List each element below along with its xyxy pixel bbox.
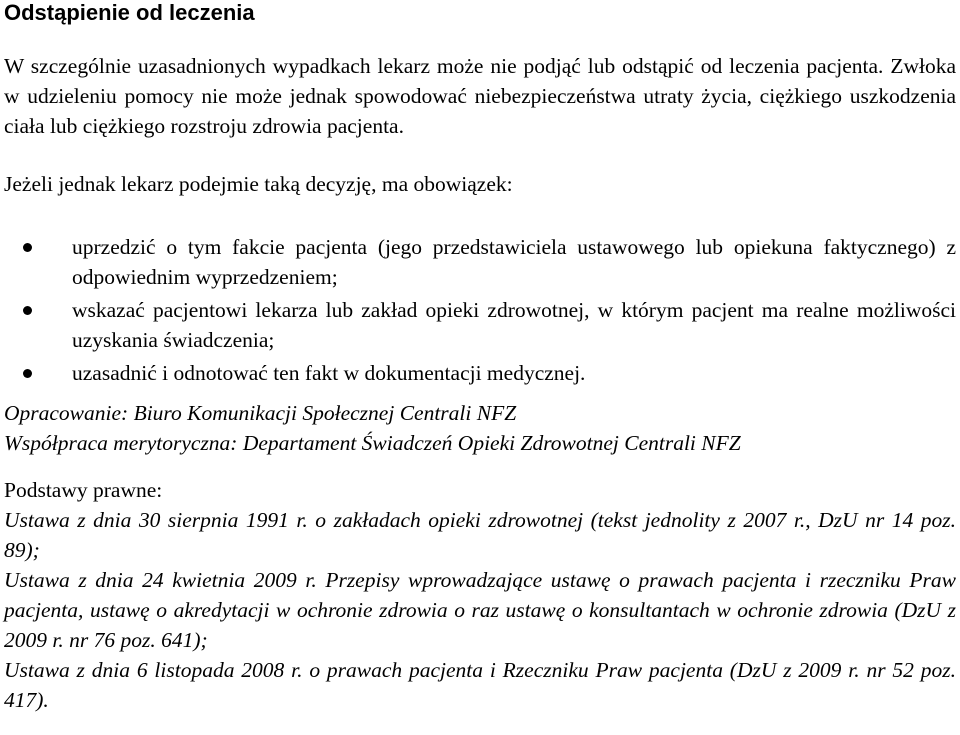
bullet-dot-icon [23, 369, 32, 378]
list-item-text: wskazać pacjentowi lekarza lub zakład opieki zdrowotnej, w którym pacjent ma realne możliwości uzyskania świadczenia; [72, 298, 956, 352]
list-item [4, 232, 956, 292]
bullet-dot-icon [23, 243, 32, 252]
obligation-lead-paragraph: Jeżeli jednak lekarz podejmie taką decyzję, ma obowiązek: [4, 172, 513, 196]
credits-section [4, 398, 956, 458]
bullet-dot-icon [23, 306, 32, 315]
intro-paragraph: W szczególnie uzasadnionych wypadkach lekarz może nie podjąć lub odstąpić od leczenia pacjenta. Zwłoka w udzieleniu pomocy nie może jednak spowodować niebezpieczeństwa utraty życia, ciężkiego uszkodzenia ciała lub ciężkiego rozstroju zdrowia pacjenta. [4, 54, 956, 138]
list-item [4, 295, 956, 355]
legal-act: Ustawa z dnia 6 listopada 2008 r. o prawach pacjenta i Rzeczniku Praw pacjenta (DzU z 2009 r. nr 52 poz. 417). [4, 658, 956, 712]
document-title: Odstąpienie od leczenia [4, 0, 255, 25]
list-item-text: uzasadnić i odnotować ten fakt w dokumentacji medycznej. [72, 361, 586, 385]
prepared-by-line: Opracowanie: Biuro Komunikacji Społecznej Centrali NFZ [4, 401, 517, 425]
list-item-text: uprzedzić o tym fakcie pacjenta (jego przedstawiciela ustawowego lub opiekuna faktycznego) z odpowiednim wyprzedzeniem; [72, 235, 956, 289]
list-item [4, 358, 956, 388]
legal-act: Ustawa z dnia 24 kwietnia 2009 r. Przepisy wprowadzające ustawę o prawach pacjenta i rzeczniku Praw pacjenta, ustawę o akredytacji w ochronie zdrowia o raz ustawę o konsultantach w ochronie zdrowia (DzU z 2009 r. nr 76 poz. 641); [4, 568, 956, 652]
legal-basis-heading: Podstawy prawne: [4, 478, 163, 502]
legal-basis-section [4, 475, 956, 715]
legal-act: Ustawa z dnia 30 sierpnia 1991 r. o zakładach opieki zdrowotnej (tekst jednolity z 2007 r., DzU nr 14 poz. 89); [4, 508, 956, 562]
cooperation-line: Współpraca merytoryczna: Departament Świadczeń Opieki Zdrowotnej Centrali NFZ [4, 431, 741, 455]
obligations-list [4, 232, 956, 388]
